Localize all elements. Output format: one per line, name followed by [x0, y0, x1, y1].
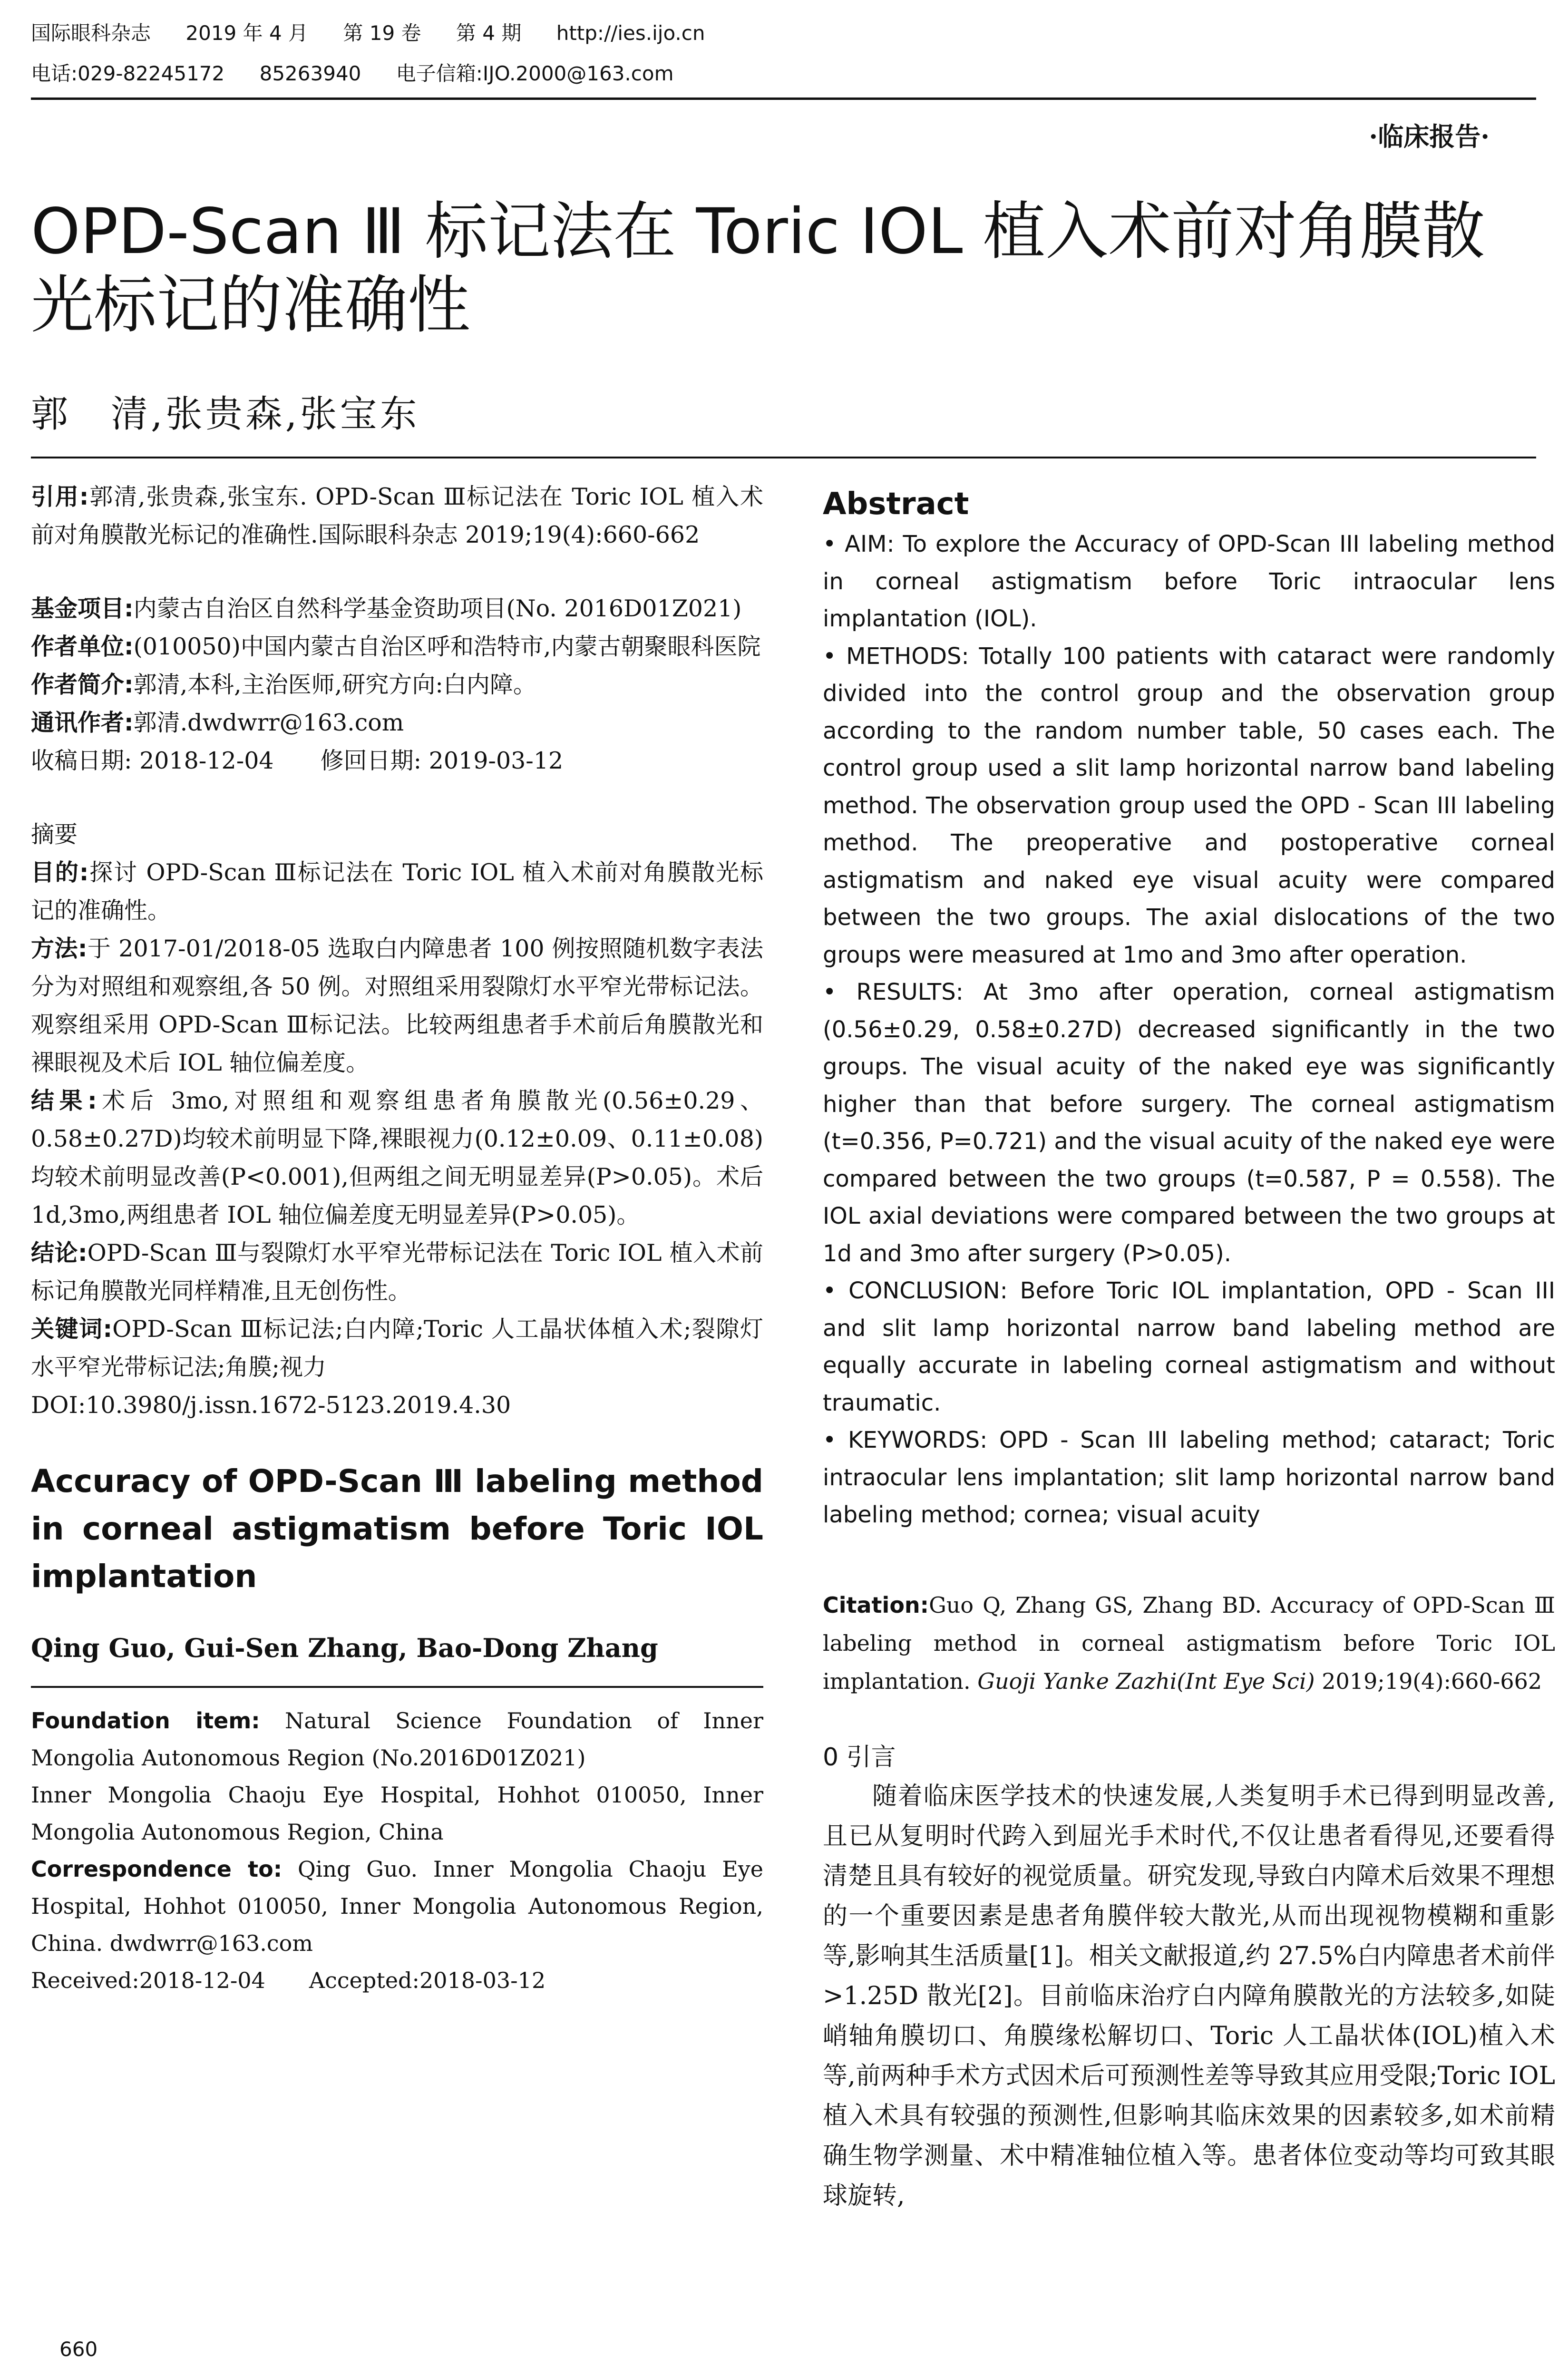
results-en: • RESULTS: At 3mo after operation, corneal astigmatism (0.56±0.29, 0.58±0.27D) decreased significantly in the two groups. The visual acuity of the naked eye was significantly higher than that before surgery. The corneal astigmatism (t=0.356, P=0.721) and the visual acuity of the naked eye were compared between the two groups (t=0.587, P = 0.558). The IOL axial deviations were compared between the two groups at 1d and 3mo after surgery (P>0.05).	[823, 979, 1555, 1267]
page-number: 660	[59, 2338, 98, 2361]
email: 电子信箱:IJO.2000@163.com	[396, 62, 674, 85]
left-column	[31, 478, 763, 1999]
received-accepted: Received:2018-12-04 Accepted:2018-03-12	[31, 1968, 546, 1993]
conclusion-cn: 结论:OPD-Scan Ⅲ与裂隙灯水平窄光带标记法在 Toric IOL 植入术前标记角膜散光同样精准,且无创伤性。	[31, 1239, 763, 1305]
intro-text: 随着临床医学技术的快速发展,人类复明手术已得到明显改善,且已从复明时代跨入到屈光手术时代,不仅让患者看得见,还要看得清楚且具有较好的视觉质量。研究发现,导致白内障术后效果不理想的一个重要因素是患者角膜伴较大散光,从而出现视物模糊和重影等,影响其生活质量[1]。相关文献报道,约 27.5%白内障患者术前伴>1.25D 散光[2]。目前临床治疗白内障角膜散光的方法较多,如陡峭轴角膜切口、角膜缘松解切口、Toric 人工晶状体(IOL)植入术等,前两种手术方式因术后可预测性差等导致其应用受限;Toric IOL 植入术具有较强的预测性,但影响其临床效果的因素较多,如术前精确生物学测量、术中精准轴位植入等。患者体位变动等均可致其眼球旋转,	[823, 1782, 1555, 2210]
keywords-en: • KEYWORDS: OPD - Scan III labeling method; cataract; Toric intraocular lens implantation; slit lamp horizontal narrow band labeling method; cornea; visual acuity	[823, 1427, 1556, 1528]
english-title: Accuracy of OPD-Scan Ⅲ labeling method in corneal astigmatism before Toric IOL implantation	[31, 1463, 763, 1595]
received-dates: 收稿日期: 2018-12-04 修回日期: 2019-03-12	[31, 747, 564, 774]
keywords-cn: 关键词:OPD-Scan Ⅲ标记法;白内障;Toric 人工晶状体植入术;裂隙灯水平窄光带标记法;角膜;视力	[31, 1315, 763, 1381]
volume: 第 19 卷	[343, 21, 421, 45]
methods-en: • METHODS: Totally 100 patients with cataract were randomly divided into the control group and the observation group according to the random number table, 50 cases each. The control group used a slit lamp horizontal narrow band labeling method. The observation group used the OPD - Scan III labeling method. The preoperative and postoperative corneal astigmatism and naked eye visual acuity were compared between the two groups. The axial dislocations of the two groups were measured at 1mo and 3mo after operation.	[823, 643, 1556, 968]
header-rule	[31, 97, 1536, 100]
journal-name: 国际眼科杂志	[31, 21, 151, 45]
article-authors: 郭 清,张贵森,张宝东	[31, 393, 420, 436]
title-rule	[31, 457, 1536, 458]
intro-heading: 0 引言	[823, 1743, 896, 1772]
abstract-heading: Abstract	[823, 487, 969, 522]
correspondence: Correspondence to: Qing Guo. Inner Mongolia Chaoju Eye Hospital, Hohhot 010050, Inner Mongolia Autonomous Region, China. dwdwrr@163.com	[31, 1856, 764, 1956]
conclusion-en: • CONCLUSION: Before Toric IOL implantation, OPD - Scan III and slit lamp horizontal narrow band labeling method are equally accurate in labeling corneal astigmatism and without traumatic.	[823, 1277, 1555, 1416]
fund-item: 基金项目:内蒙古自治区自然科学基金资助项目(No. 2016D01Z021)	[31, 595, 742, 622]
phone: 电话:029-82245172	[31, 62, 225, 85]
affiliation: Inner Mongolia Chaoju Eye Hospital, Hohhot 010050, Inner Mongolia Autonomous Region, China	[31, 1782, 763, 1845]
aim-cn: 目的:探讨 OPD-Scan Ⅲ标记法在 Toric IOL 植入术前对角膜散光标记的准确性。	[31, 859, 763, 924]
doi: DOI:10.3980/j.issn.1672-5123.2019.4.30	[31, 1392, 511, 1419]
right-column	[823, 483, 1555, 2216]
author-unit: 作者单位:(010050)中国内蒙古自治区呼和浩特市,内蒙古朝聚眼科医院	[31, 633, 761, 660]
author-bio: 作者简介:郭清,本科,主治医师,研究方向:白内障。	[31, 671, 536, 698]
results-cn: 结果:术后 3mo,对照组和观察组患者角膜散光(0.56±0.29、0.58±0.27D)均较术前明显下降,裸眼视力(0.12±0.09、0.11±0.08)均较术前明显改善(P<0.001),但两组之间无明显差异(P>0.05)。术后 1d,3mo,两组患者 IOL 轴位偏差度无明显差异(P>0.05)。	[31, 1087, 763, 1228]
article-category: ·临床报告·	[1369, 121, 1490, 152]
corresponding-author: 通讯作者:郭清.dwdwrr@163.com	[31, 709, 404, 736]
methods-cn: 方法:于 2017-01/2018-05 选取白内障患者 100 例按照随机数字表法分为对照组和观察组,各 50 例。对照组采用裂隙灯水平窄光带标记法。观察组采用 OPD-Scan Ⅲ标记法。比较两组患者手术前后角膜散光和裸眼视及术后 IOL 轴位偏差度。	[31, 935, 763, 1076]
citation-en: Citation:Guo Q, Zhang GS, Zhang BD. Accuracy of OPD-Scan Ⅲ labeling method in corneal astigmatism before Toric IOL implantation. Guoji Yanke Zazhi(Int Eye Sci) 2019;19(4):660-662	[823, 1592, 1555, 1694]
aim-en: • AIM: To explore the Accuracy of OPD-Scan III labeling method in corneal astigmatism before Toric intraocular lens implantation (IOL).	[823, 531, 1555, 632]
authors-rule	[31, 1667, 763, 1688]
journal-url: http://ies.ijo.cn	[556, 21, 705, 45]
journal-header-line1	[31, 19, 733, 48]
journal-header-line2	[31, 59, 702, 88]
issue-number: 第 4 期	[456, 21, 522, 45]
abstract-heading-cn: 摘要	[31, 821, 78, 848]
citation-cn: 引用:郭清,张贵森,张宝东. OPD-Scan Ⅲ标记法在 Toric IOL 植入术前对角膜散光标记的准确性.国际眼科杂志 2019;19(4):660-662	[31, 483, 763, 548]
issue-date: 2019 年 4 月	[185, 21, 309, 45]
foundation-item: Foundation item: Natural Science Foundation of Inner Mongolia Autonomous Region (No.2016D01Z021)	[31, 1708, 763, 1771]
english-authors: Qing Guo, Gui-Sen Zhang, Bao-Dong Zhang	[31, 1633, 658, 1663]
article-title: OPD-Scan Ⅲ 标记法在 Toric IOL 植入术前对角膜散光标记的准确性	[31, 195, 1485, 342]
phone-2: 85263940	[259, 62, 361, 85]
